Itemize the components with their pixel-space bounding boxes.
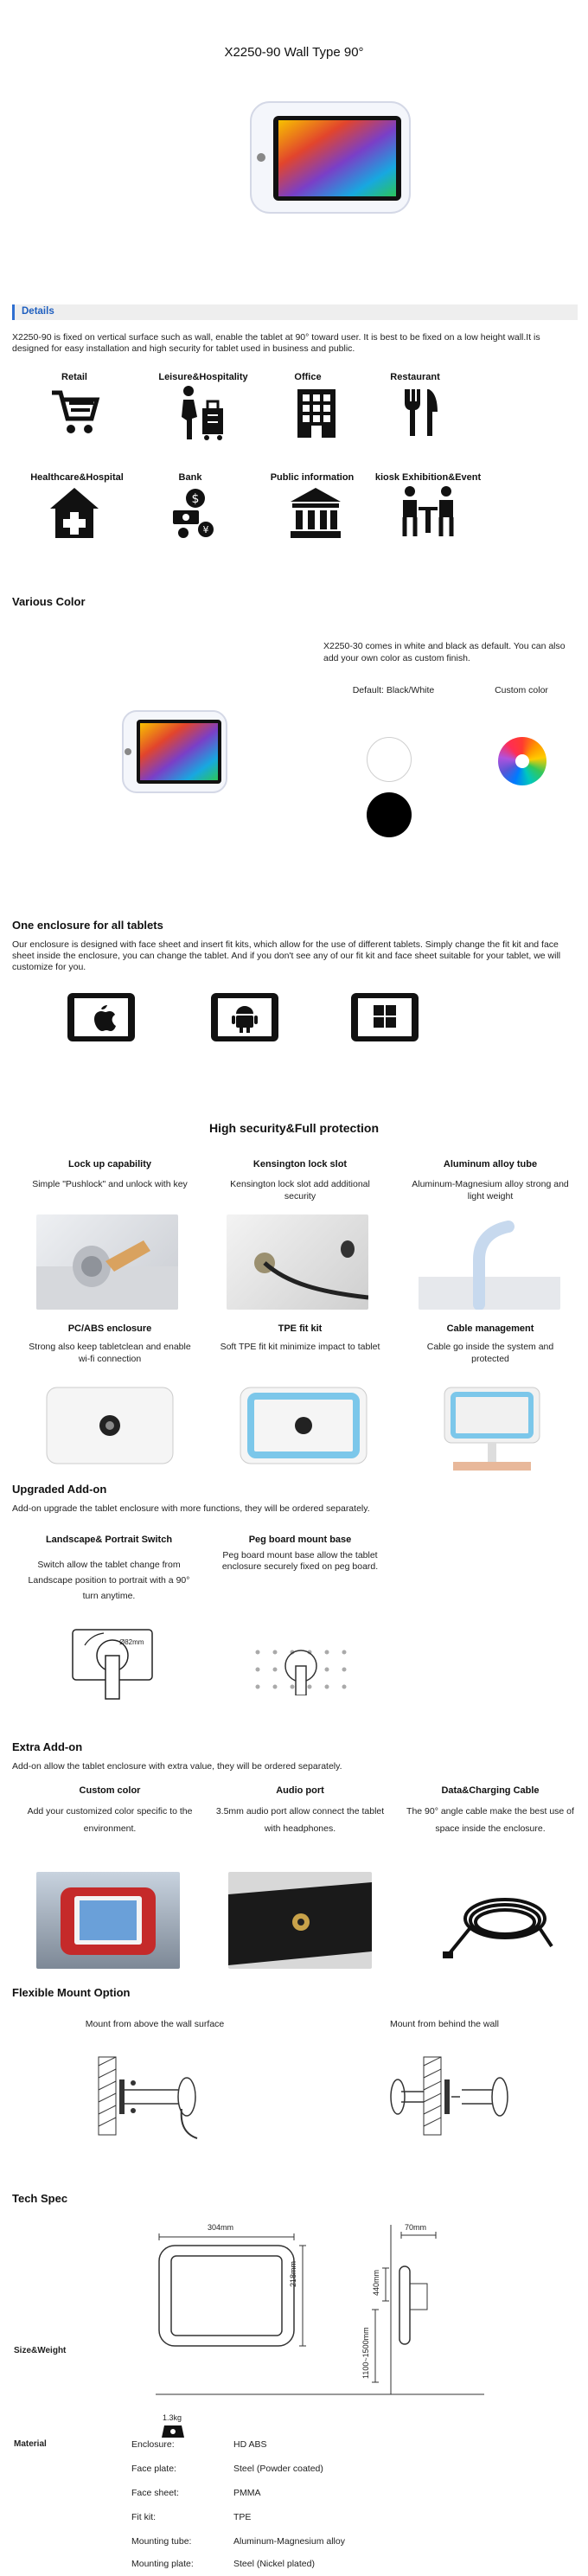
- dim-height: 218mm: [289, 2260, 297, 2287]
- flexible-mount-heading: Flexible Mount Option: [12, 1986, 131, 1999]
- exhibition-people-icon: [399, 484, 457, 540]
- various-color-heading: Various Color: [12, 595, 86, 608]
- feature-desc-kensington: Kensington lock slot add additional security: [230, 1179, 370, 1201]
- feature-title-tube: Aluminum alloy tube: [443, 1159, 538, 1169]
- feature-desc-enclosure: Strong also keep tabletclean and enable wi-fi connection: [29, 1342, 191, 1364]
- dim-width: 304mm: [208, 2223, 234, 2232]
- addon-desc-switch: Switch allow the tablet change from Landscape position to portrait with a 90° turn anytime.: [28, 1560, 190, 1601]
- custom-color-photo: [36, 1872, 180, 1969]
- white-color-swatch: [367, 737, 412, 782]
- material-value-5: Steel (Nickel plated): [233, 2559, 315, 2569]
- lock-photo: [36, 1214, 178, 1310]
- material-value-2: PMMA: [233, 2488, 261, 2498]
- switch-diagram: [69, 1624, 156, 1702]
- kensington-photo: [227, 1214, 368, 1310]
- mount-option-above: Mount from above the wall surface: [85, 2019, 225, 2029]
- feature-title-kensington: Kensington lock slot: [252, 1159, 348, 1169]
- material-part-1: Face plate:: [131, 2464, 176, 2474]
- svg-text:¥: ¥: [202, 524, 209, 535]
- material-label: Material: [14, 2439, 47, 2449]
- material-part-4: Mounting tube:: [131, 2536, 192, 2547]
- extra-desc-color: Add your customized color specific to the environment.: [27, 1806, 193, 1834]
- app-label-kiosk: kiosk Exhibition&Event: [374, 472, 482, 483]
- android-icon: [209, 991, 280, 1043]
- public-building-icon: [289, 486, 342, 540]
- feature-title-fitkit: TPE fit kit: [278, 1323, 323, 1334]
- luggage-person-icon: [176, 384, 230, 441]
- app-label-healthcare: Healthcare&Hospital: [30, 472, 124, 483]
- app-label-office: Office: [294, 372, 322, 382]
- extra-title-cable: Data&Charging Cable: [441, 1785, 540, 1796]
- dim-mount-height: 1100~1500mm: [361, 2327, 370, 2379]
- material-value-4: Aluminum-Magnesium alloy: [233, 2536, 345, 2547]
- hero-tablet-enclosure-image: [240, 97, 415, 218]
- feature-desc-tube: Aluminum-Magnesium alloy strong and light weight: [412, 1179, 569, 1201]
- mount-behind-diagram: [375, 2048, 522, 2143]
- details-text: X2250-90 is fixed on vertical surface such as wall, enable the tablet at 90° toward user. It is best to be fixed on a low height wall.It is designed for easy installation and high security for tablet used in business and public.: [12, 332, 540, 354]
- upgraded-addon-heading: Upgraded Add-on: [12, 1483, 107, 1496]
- feature-desc-cable: Cable go inside the system and protected: [426, 1342, 554, 1364]
- switch-diameter-label: Ø82mm: [119, 1638, 144, 1646]
- svg-text:$: $: [191, 492, 200, 506]
- shopping-cart-icon: [48, 386, 102, 439]
- feature-desc-lock: Simple "Pushlock" and unlock with key: [32, 1179, 188, 1189]
- addon-title-switch: Landscape& Portrait Switch: [45, 1535, 173, 1545]
- app-label-leisure: Leisure&Hospitality: [158, 372, 248, 382]
- tech-spec-drawing: [156, 2223, 484, 2405]
- material-part-2: Face sheet:: [131, 2488, 179, 2498]
- dim-tube: 440mm: [372, 2269, 380, 2296]
- mount-option-behind: Mount from behind the wall: [389, 2019, 500, 2029]
- dim-depth: 70mm: [405, 2223, 427, 2232]
- details-heading-bar: [12, 304, 578, 320]
- app-label-restaurant: Restaurant: [390, 372, 440, 382]
- material-value-3: TPE: [233, 2512, 252, 2522]
- color-product-image: [116, 708, 230, 796]
- default-color-label: Default: Black/White: [352, 685, 435, 695]
- addon-title-pegboard: Peg board mount base: [248, 1535, 352, 1545]
- feature-title-enclosure: PC/ABS enclosure: [67, 1323, 152, 1334]
- audio-port-photo: [228, 1872, 372, 1969]
- material-part-5: Mounting plate:: [131, 2559, 194, 2569]
- tube-photo: [419, 1214, 560, 1310]
- size-weight-label: Size&Weight: [14, 2346, 67, 2355]
- feature-title-lock: Lock up capability: [68, 1159, 151, 1169]
- fitkit-photo: [235, 1382, 372, 1469]
- security-heading: High security&Full protection: [208, 1121, 379, 1135]
- material-part-3: Fit kit:: [131, 2512, 156, 2522]
- app-label-public-info: Public information: [270, 472, 355, 483]
- app-label-bank: Bank: [178, 472, 202, 483]
- windows-icon: [349, 991, 420, 1043]
- extra-title-color: Custom color: [79, 1785, 141, 1796]
- app-label-retail: Retail: [61, 372, 87, 382]
- apple-icon: [66, 991, 137, 1043]
- page-title: X2250-90 Wall Type 90°: [224, 45, 364, 60]
- extra-addon-heading: Extra Add-on: [12, 1740, 83, 1753]
- hospital-icon: [48, 486, 100, 540]
- details-heading: Details: [22, 306, 54, 317]
- material-value-0: HD ABS: [233, 2439, 267, 2450]
- weight-scale-icon: [161, 2422, 185, 2438]
- pegboard-diagram: [249, 1644, 353, 1695]
- feature-title-cable: Cable management: [446, 1323, 534, 1334]
- cable-photo: [431, 1874, 560, 1969]
- bank-money-icon: [169, 486, 218, 540]
- one-enclosure-heading: One enclosure for all tablets: [12, 919, 163, 932]
- extra-title-audio: Audio port: [276, 1785, 324, 1796]
- upgraded-addon-text: Add-on upgrade the tablet enclosure with more functions, they will be ordered separately.: [12, 1503, 370, 1514]
- feature-desc-fitkit: Soft TPE fit kit minimize impact to tablet: [220, 1342, 380, 1352]
- mount-above-diagram: [85, 2048, 223, 2143]
- tech-spec-heading: Tech Spec: [12, 2192, 68, 2205]
- various-color-text: X2250-30 comes in white and black as default. You can also add your own color as custom finish.: [323, 641, 566, 663]
- material-value-1: Steel (Powder coated): [233, 2464, 323, 2474]
- custom-color-wheel: [498, 737, 546, 785]
- fork-knife-icon: [399, 386, 443, 439]
- enclosure-back-photo: [42, 1382, 178, 1469]
- extra-desc-cable: The 90° angle cable make the best use of space inside the enclosure.: [406, 1806, 574, 1834]
- material-part-0: Enclosure:: [131, 2439, 175, 2450]
- weight-value: 1.3kg: [162, 2413, 182, 2422]
- black-color-swatch: [367, 792, 412, 837]
- extra-desc-audio: 3.5mm audio port allow connect the tablet with headphones.: [215, 1806, 385, 1834]
- custom-color-label: Custom color: [495, 685, 548, 695]
- cable-management-photo: [427, 1382, 557, 1472]
- extra-addon-text: Add-on allow the tablet enclosure with extra value, they will be ordered separately.: [12, 1761, 342, 1772]
- office-building-icon: [292, 386, 341, 439]
- addon-desc-pegboard: Peg board mount base allow the tablet enclosure securely fixed on peg board.: [221, 1550, 379, 1572]
- one-enclosure-text: Our enclosure is designed with face sheet and insert fit kits, which allow for the use of different tablets. Simply change the fit kit and face sheet inside the enclosure, you can change the tablet. And if you don't see any of our fit kit and face sheet suitable for your tablet, we will customize for you.: [12, 939, 561, 972]
